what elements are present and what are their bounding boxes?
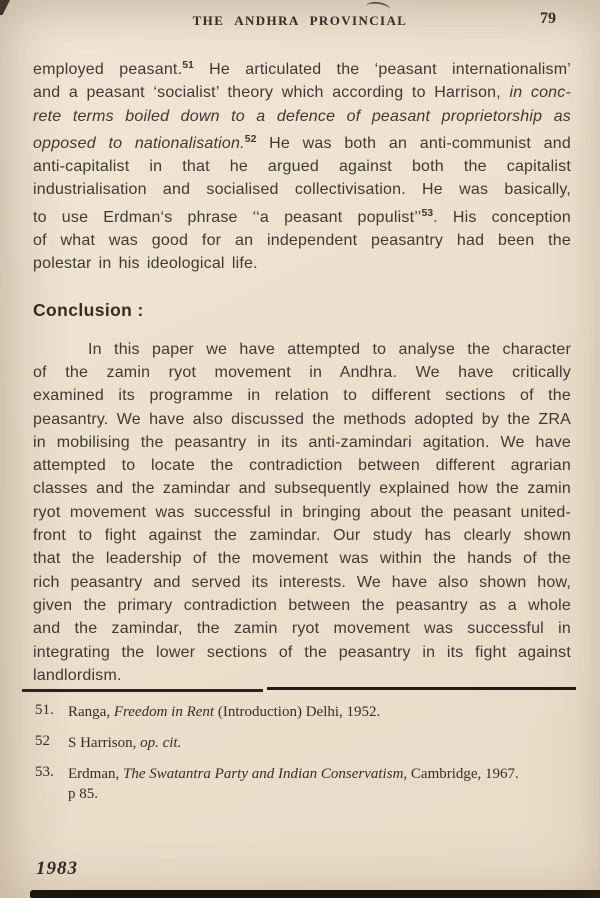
text-line: peasantry. We have also discussed the methods adopted by the ZRA xyxy=(33,410,571,428)
body-paragraph-1 xyxy=(33,54,571,276)
text-line: polestar in his ideological life. xyxy=(33,255,258,273)
footnote xyxy=(35,702,572,722)
footnote xyxy=(35,764,572,804)
text-line: of the zamin ryot movement in Andhra. We have critically xyxy=(33,363,571,381)
footnote-reference: 53 xyxy=(421,206,434,219)
text-line: of what was good for an independent peasantry had been the xyxy=(33,232,571,250)
text-line: and the zamindar, the zamin ryot movement was successful in xyxy=(33,620,571,638)
text-line: attempted to locate the contradiction between different agrarian xyxy=(33,457,571,475)
text-line: landlordism. xyxy=(33,666,122,684)
text-line: examined its programme in relation to different sections of the xyxy=(33,387,571,405)
scan-edge-bar xyxy=(30,890,600,898)
footnote-text-line: Ranga, Freedom in Rent (Introduction) Delhi, 1952. xyxy=(68,704,381,720)
footnote-marker: 52 xyxy=(35,733,50,749)
footnote-text-line: p 85. xyxy=(68,786,98,802)
text-line: integrating the lower sections of the peasantry in its fight against xyxy=(33,643,571,661)
main-text-column xyxy=(33,54,571,687)
footnote-rule-right xyxy=(267,687,576,690)
year-stamp: 1983 xyxy=(36,858,78,879)
footnote-reference: 51 xyxy=(182,59,194,71)
running-header-title: THE ANDHRA PROVINCIAL xyxy=(192,13,408,28)
text-line: ryot movement was successful in bringing about the peasant united- xyxy=(33,503,571,521)
footnotes xyxy=(35,702,572,815)
footnote-marker: 51. xyxy=(35,702,54,718)
footnote-rule-left xyxy=(22,689,263,692)
text-line: In this paper we have attempted to analyse the character xyxy=(88,340,571,358)
page-number: 79 xyxy=(540,10,556,27)
text-line: given the primary contradiction between the peasantry as a whole xyxy=(33,596,571,614)
text-line: industrialisation and socialised collectivisation. He was basically, xyxy=(33,181,571,199)
text-line: employed peasant.$^{51}$ He articulated the ‘peasant internationalism’ xyxy=(33,59,571,78)
text-line: to use Erdman‘s phrase ‘‘a peasant populist’’$^{53}$. His conception xyxy=(33,206,571,226)
text-line: anti-capitalist in that he argued against both the capitalist xyxy=(33,158,571,176)
text-line: front to fight against the zamindar. Our study has clearly shown xyxy=(33,527,571,545)
footnote-reference: 52 xyxy=(244,132,257,145)
body-paragraph-2 xyxy=(33,338,571,687)
text-line: rich peasantry and served its interests. We have also shown how, xyxy=(33,573,571,591)
text-line: that the leadership of the movement was within the hands of the xyxy=(33,550,571,568)
footnote xyxy=(35,733,572,753)
text-line: classes and the zamindar and subsequently explained how the zamin xyxy=(33,480,571,498)
footnote-text-line: Erdman, The Swatantra Party and Indian Conservatism, Cambridge, 1967. xyxy=(68,766,519,782)
text-line: and a peasant ‘socialist’ theory which according to Harrison, in conc- xyxy=(33,84,571,102)
conclusion-heading: Conclusion : xyxy=(33,299,144,320)
text-line: rete terms boiled down to a defence of peasant proprietorship as xyxy=(33,107,571,125)
footnote-text-line: S Harrison, op. cit. xyxy=(68,735,182,751)
footnote-marker: 53. xyxy=(35,764,54,780)
text-line: in mobilising the peasantry in its anti-zamindari agitation. We have xyxy=(33,433,571,451)
text-line: opposed to nationalisation.$^{52}$ He was both an anti-communist and xyxy=(33,132,571,152)
